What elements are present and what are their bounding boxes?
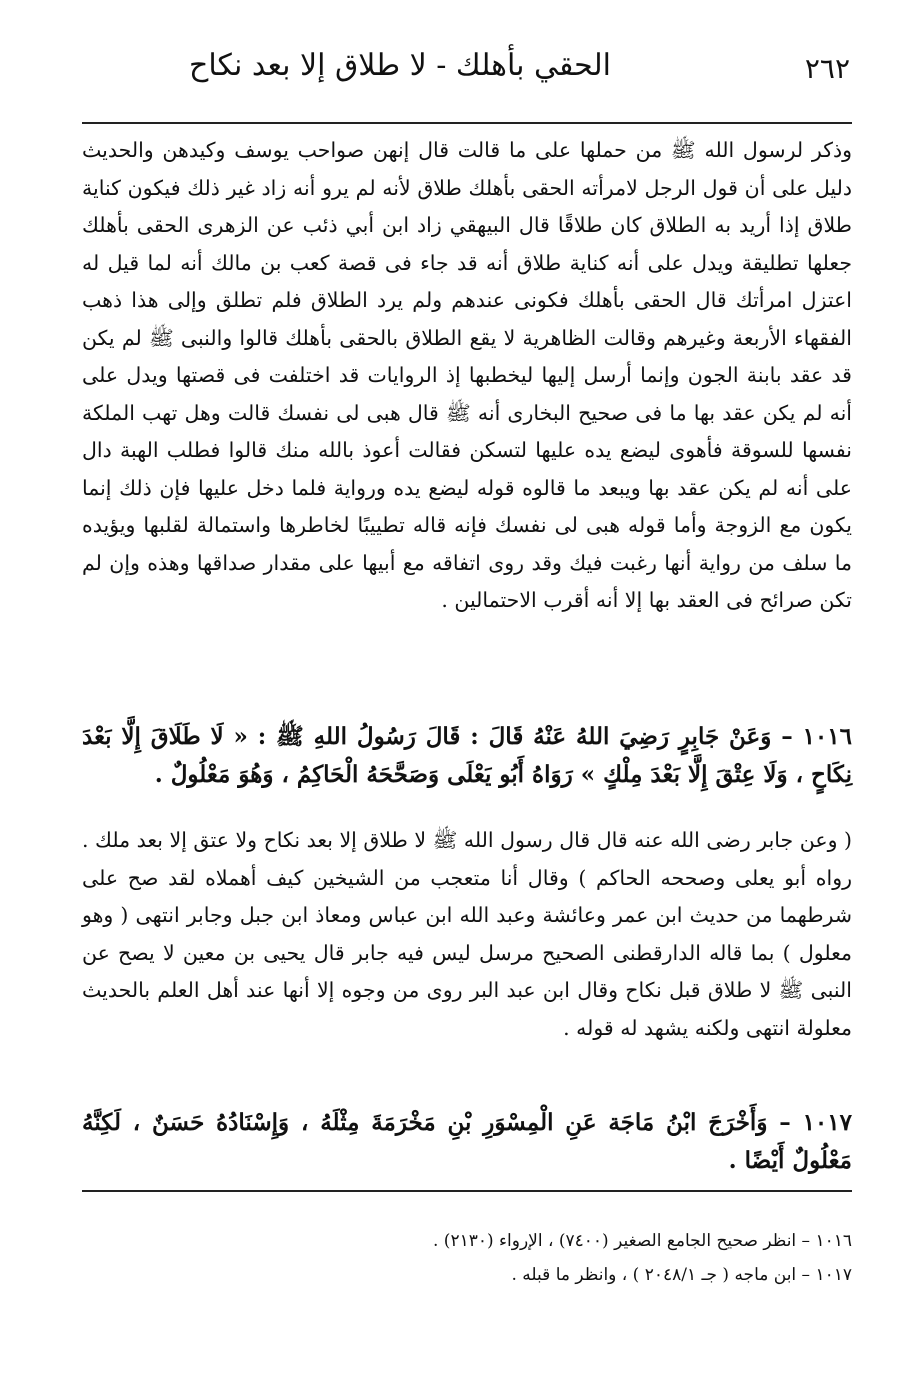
- running-title: الحقي بأهلك - لا طلاق إلا بعد نكاح: [188, 48, 612, 83]
- commentary-paragraph: وذكر لرسول الله ﷺ من حملها على ما قالت قال إنهن صواحب يوسف وكيدهن والحديث دليل على أن قول الرجل لامرأته الحقى بأهلك طلاق لأنه لم يرو أنه زاد غير ذلك فيكون كناية طلاق إذا أريد به الطلاق كان طلاقًا قال البيهقي زاد ابن أبي ذئب عن الزهرى الحقى بأهلك جعلها تطليقة ويدل على أنه كناية طلاق أنه قد جاء فى قصة كعب بن مالك أنه لما قيل له اعتزل امرأتك قال الحقى بأهلك فكونى عندهم ولم يرد الطلاق فلم تطلق وإلى هذا ذهب الفقهاء الأربعة وغيرهم وقالت الظاهرية لا يقع الطلاق بالحقى بأهلك قالوا والنبى ﷺ لم يكن قد عقد بابنة الجون وإنما أرسل إليها ليخطبها إذ الروايات قد اختلفت فى قصتها ويدل على أنه لم يكن عقد بها ما فى صحيح البخارى أنه ﷺ قال هبى لى نفسك قالت وهل تهب الملكة نفسها للسوقة فأهوى ليضع يده عليها لتسكن فقالت أعوذ بالله منك قالوا فطلب الهبة دال على أنه لم يكن عقد بها ويبعد ما قالوه قوله ليضع يده ورواية فلما دخل عليها فإن ذلك إنما يكون مع الزوجة وأما قوله هبى لى نفسك فإنه قاله تطييبًا لخاطرها واستمالة لقلبها ويؤيده ما سلف من رواية أنها رغبت فيك وقد روى اتفاقه مع أبيها على مقدار صداقها وهذه وإن لم تكن صرائح فى العقد بها إلا أنه أقرب الاحتمالين .: [82, 138, 852, 612]
- footnote-1017: ١٠١٧ – ابن ماجه ( جـ ٢٠٤٨/١ ) ، وانظر ما قبله .: [511, 1265, 852, 1285]
- footnote-rule: [82, 1190, 852, 1192]
- page-header: [80, 48, 850, 108]
- footnotes: [82, 1224, 852, 1292]
- header-rule: [82, 122, 852, 124]
- footnote-1016: ١٠١٦ – انظر صحيح الجامع الصغير (٧٤٠٠) ، الإرواء (٢١٣٠) .: [433, 1231, 852, 1251]
- commentary-1016: ( وعن جابر رضى الله عنه قال قال رسول الله ﷺ لا طلاق إلا بعد نكاح ولا عتق إلا بعد ملك . رواه أبو يعلى وصححه الحاكم ) وقال أنا متعجب من الشيخين كيف أهملاه لقد صح على شرطهما من حديث ابن عمر وعائشة وعبد الله ابن عباس ومعاذ ابن جبل وجابر انتهى ( وهو معلول ) بما قاله الدارقطنى الصحيح مرسل ليس فيه جابر قال يحيى بن معين لا يصح عن النبى ﷺ لا طلاق قبل نكاح وقال ابن عبد البر روى من وجوه إلا أنها عند أهل العلم بالحديث معلولة انتهى ولكنه يشهد له قوله .: [82, 828, 852, 1040]
- hadith-1017: ١٠١٧ – وَأَخْرَجَ ابْنُ مَاجَة عَنِ الْمِسْوَرِ بْنِ مَخْرَمَةَ مِثْلَهُ ، وَإِسْنَادُهُ حَسَنٌ ، لَكِنَّهُ مَعْلُولٌ أَيْضًا .: [82, 1109, 852, 1174]
- hadith-1016: ١٠١٦ – وَعَنْ جَابِرٍ رَضِيَ اللهُ عَنْهُ قَالَ : قَالَ رَسُولُ اللهِ ﷺ : « لَا طَلَاقَ إِلَّا بَعْدَ نِكَاحٍ ، وَلَا عِتْقَ إِلَّا بَعْدَ مِلْكٍ » رَوَاهُ أَبُو يَعْلَى وَصَحَّحَهُ الْحَاكِمُ ، وَهُوَ مَعْلُولٌ .: [82, 723, 852, 788]
- page-number: ٢٦٢: [804, 52, 850, 85]
